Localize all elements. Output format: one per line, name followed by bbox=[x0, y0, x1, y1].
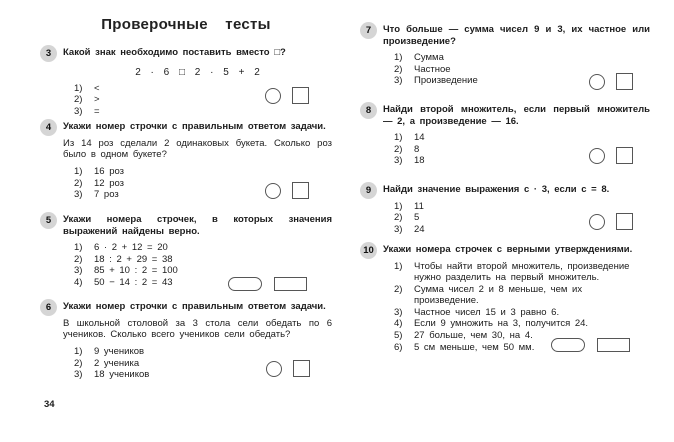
question-prompt: Найди второй множитель, если первый множитель — 2, а произведение — 16. bbox=[383, 104, 650, 127]
option-text: 85 + 10 : 2 = 100 bbox=[94, 265, 178, 277]
question-number: 4 bbox=[45, 122, 52, 133]
option-text: Произведение bbox=[414, 75, 478, 87]
expression: 2 · 6 □ 2 · 5 + 2 bbox=[135, 66, 260, 78]
option-row bbox=[394, 132, 650, 144]
option-number: 2) bbox=[394, 283, 403, 295]
option-text: 24 bbox=[414, 223, 425, 235]
option-number: 1) bbox=[74, 346, 83, 358]
option-row bbox=[74, 106, 332, 118]
option-row bbox=[394, 307, 650, 319]
question-number: 9 bbox=[365, 185, 372, 196]
question-5 bbox=[40, 214, 332, 288]
option-text: 5 bbox=[414, 212, 420, 224]
question-number-badge bbox=[40, 212, 57, 229]
question-9 bbox=[360, 184, 650, 235]
option-text: 27 больше, чем 30, на 4. bbox=[414, 330, 533, 342]
option-number: 1) bbox=[394, 200, 403, 212]
option-row bbox=[74, 242, 332, 254]
option-text: 9 учеников bbox=[94, 346, 145, 358]
question-body: В школьной столовой за 3 стола сели обедать по 6 учеников. Сколько всего учеников сели обедать? bbox=[63, 317, 332, 341]
question-number: 5 bbox=[45, 215, 52, 226]
question-8 bbox=[360, 104, 650, 167]
question-7 bbox=[360, 24, 650, 87]
answer-circle[interactable] bbox=[266, 361, 282, 377]
option-text: 50 − 14 : 2 = 43 bbox=[94, 276, 173, 288]
answer-circle[interactable] bbox=[265, 183, 281, 199]
option-text: 14 bbox=[414, 132, 425, 143]
answer-marks bbox=[266, 360, 310, 377]
question-number: 7 bbox=[365, 25, 372, 36]
option-text: 2 ученика bbox=[94, 357, 140, 369]
answer-rect[interactable] bbox=[597, 338, 630, 352]
option-text: 18 : 2 + 29 = 38 bbox=[94, 253, 173, 265]
answer-marks bbox=[265, 87, 309, 104]
answer-square[interactable] bbox=[616, 213, 633, 230]
answer-marks bbox=[551, 338, 630, 352]
question-10 bbox=[360, 244, 650, 353]
answer-square[interactable] bbox=[292, 182, 309, 199]
answer-square[interactable] bbox=[616, 73, 633, 90]
option-row bbox=[74, 346, 332, 358]
option-number: 2) bbox=[74, 94, 83, 106]
option-text: 18 bbox=[414, 155, 425, 167]
option-number: 2) bbox=[74, 253, 83, 265]
question-prompt: Укажи номер строчки с правильным ответом задачи. bbox=[63, 121, 326, 132]
answer-square[interactable] bbox=[616, 147, 633, 164]
option-text: 11 bbox=[414, 200, 424, 212]
option-text: Чтобы найти второй множитель, произведение нужно разделить на первый множитель. bbox=[414, 260, 630, 284]
option-text: < bbox=[94, 82, 100, 94]
answer-square[interactable] bbox=[292, 87, 309, 104]
option-number: 1) bbox=[394, 132, 403, 143]
option-number: 4) bbox=[394, 318, 403, 330]
option-text: Сумма bbox=[414, 52, 444, 63]
answer-marks bbox=[589, 213, 633, 230]
option-number: 2) bbox=[394, 212, 403, 224]
option-text: Частное bbox=[414, 63, 451, 75]
question-body: Из 14 роз сделали 2 одинаковых букета. Сколько роз было в одном букете? bbox=[63, 137, 332, 161]
answer-circle[interactable] bbox=[589, 214, 605, 230]
question-number-badge bbox=[360, 22, 377, 39]
question-number: 3 bbox=[45, 48, 52, 59]
option-number: 3) bbox=[74, 105, 83, 117]
option-row bbox=[394, 201, 650, 213]
option-number: 3) bbox=[394, 155, 403, 167]
option-number: 5) bbox=[394, 330, 403, 342]
option-text: Сумма чисел 2 и 8 меньше, чем их произведение. bbox=[414, 283, 583, 307]
option-number: 2) bbox=[74, 177, 83, 189]
option-number: 3) bbox=[74, 265, 83, 277]
option-number: 2) bbox=[394, 63, 403, 75]
option-row bbox=[394, 284, 650, 307]
option-row bbox=[74, 254, 332, 266]
option-number: 2) bbox=[74, 357, 83, 369]
answer-circle[interactable] bbox=[589, 148, 605, 164]
option-row bbox=[394, 52, 650, 64]
option-number: 3) bbox=[394, 306, 403, 318]
option-number: 3) bbox=[394, 223, 403, 235]
option-number: 1) bbox=[394, 52, 403, 63]
question-6 bbox=[40, 301, 332, 381]
answer-oval[interactable] bbox=[551, 338, 585, 352]
page-number: 34 bbox=[44, 399, 55, 410]
option-row bbox=[74, 265, 332, 277]
question-number-badge bbox=[360, 182, 377, 199]
answer-rect[interactable] bbox=[274, 277, 307, 291]
question-4 bbox=[40, 121, 332, 201]
answer-circle[interactable] bbox=[589, 74, 605, 90]
answer-marks bbox=[589, 147, 633, 164]
option-row bbox=[394, 318, 650, 330]
option-number: 3) bbox=[394, 75, 403, 87]
question-number-badge bbox=[40, 45, 57, 62]
page-title: Проверочные тесты bbox=[101, 16, 271, 33]
option-number: 1) bbox=[394, 260, 403, 272]
question-number: 8 bbox=[365, 105, 372, 116]
option-number: 1) bbox=[74, 82, 83, 94]
question-3 bbox=[40, 47, 332, 117]
question-number: 6 bbox=[45, 302, 52, 313]
option-number: 1) bbox=[74, 242, 83, 253]
option-number: 4) bbox=[74, 276, 83, 288]
question-number-badge bbox=[40, 299, 57, 316]
question-prompt: Какой знак необходимо поставить вместо □? bbox=[63, 47, 286, 58]
option-text: 6 · 2 + 12 = 20 bbox=[94, 242, 168, 253]
option-text: Если 9 умножить на 3, получится 24. bbox=[414, 318, 589, 330]
answer-square[interactable] bbox=[293, 360, 310, 377]
option-number: 2) bbox=[394, 143, 403, 155]
option-text: 7 роз bbox=[94, 189, 119, 201]
option-text: > bbox=[94, 94, 100, 106]
question-number-badge bbox=[360, 242, 377, 259]
question-number: 10 bbox=[363, 245, 374, 256]
option-number: 3) bbox=[74, 189, 83, 201]
option-text: 8 bbox=[414, 143, 420, 155]
option-row bbox=[394, 261, 650, 284]
option-text: Частное чисел 15 и 3 равно 6. bbox=[414, 306, 560, 318]
answer-marks bbox=[265, 182, 309, 199]
answer-circle[interactable] bbox=[265, 88, 281, 104]
question-number-badge bbox=[40, 119, 57, 136]
option-row bbox=[74, 166, 332, 178]
question-prompt: Укажи номера строчек, в которых значения выражений найдены верно. bbox=[63, 214, 332, 237]
option-text: 5 см меньше, чем 50 мм. bbox=[414, 341, 535, 353]
option-text: 12 роз bbox=[94, 177, 125, 189]
option-text: 16 роз bbox=[94, 166, 125, 178]
answer-marks bbox=[228, 277, 307, 291]
option-text: 18 учеников bbox=[94, 369, 150, 381]
option-number: 1) bbox=[74, 166, 83, 178]
answer-marks bbox=[589, 73, 633, 90]
option-number: 6) bbox=[394, 341, 403, 353]
question-prompt: Укажи номер строчки с правильным ответом задачи. bbox=[63, 301, 326, 312]
question-prompt: Найди значение выражения с · 3, если с = 8. bbox=[383, 184, 610, 195]
option-text: = bbox=[94, 105, 100, 117]
answer-oval[interactable] bbox=[228, 277, 262, 291]
option-number: 3) bbox=[74, 369, 83, 381]
question-number-badge bbox=[360, 102, 377, 119]
question-prompt: Укажи номера строчек с верными утверждениями. bbox=[383, 244, 633, 255]
question-prompt: Что больше — сумма чисел 9 и 3, их частное или произведение? bbox=[383, 24, 650, 47]
